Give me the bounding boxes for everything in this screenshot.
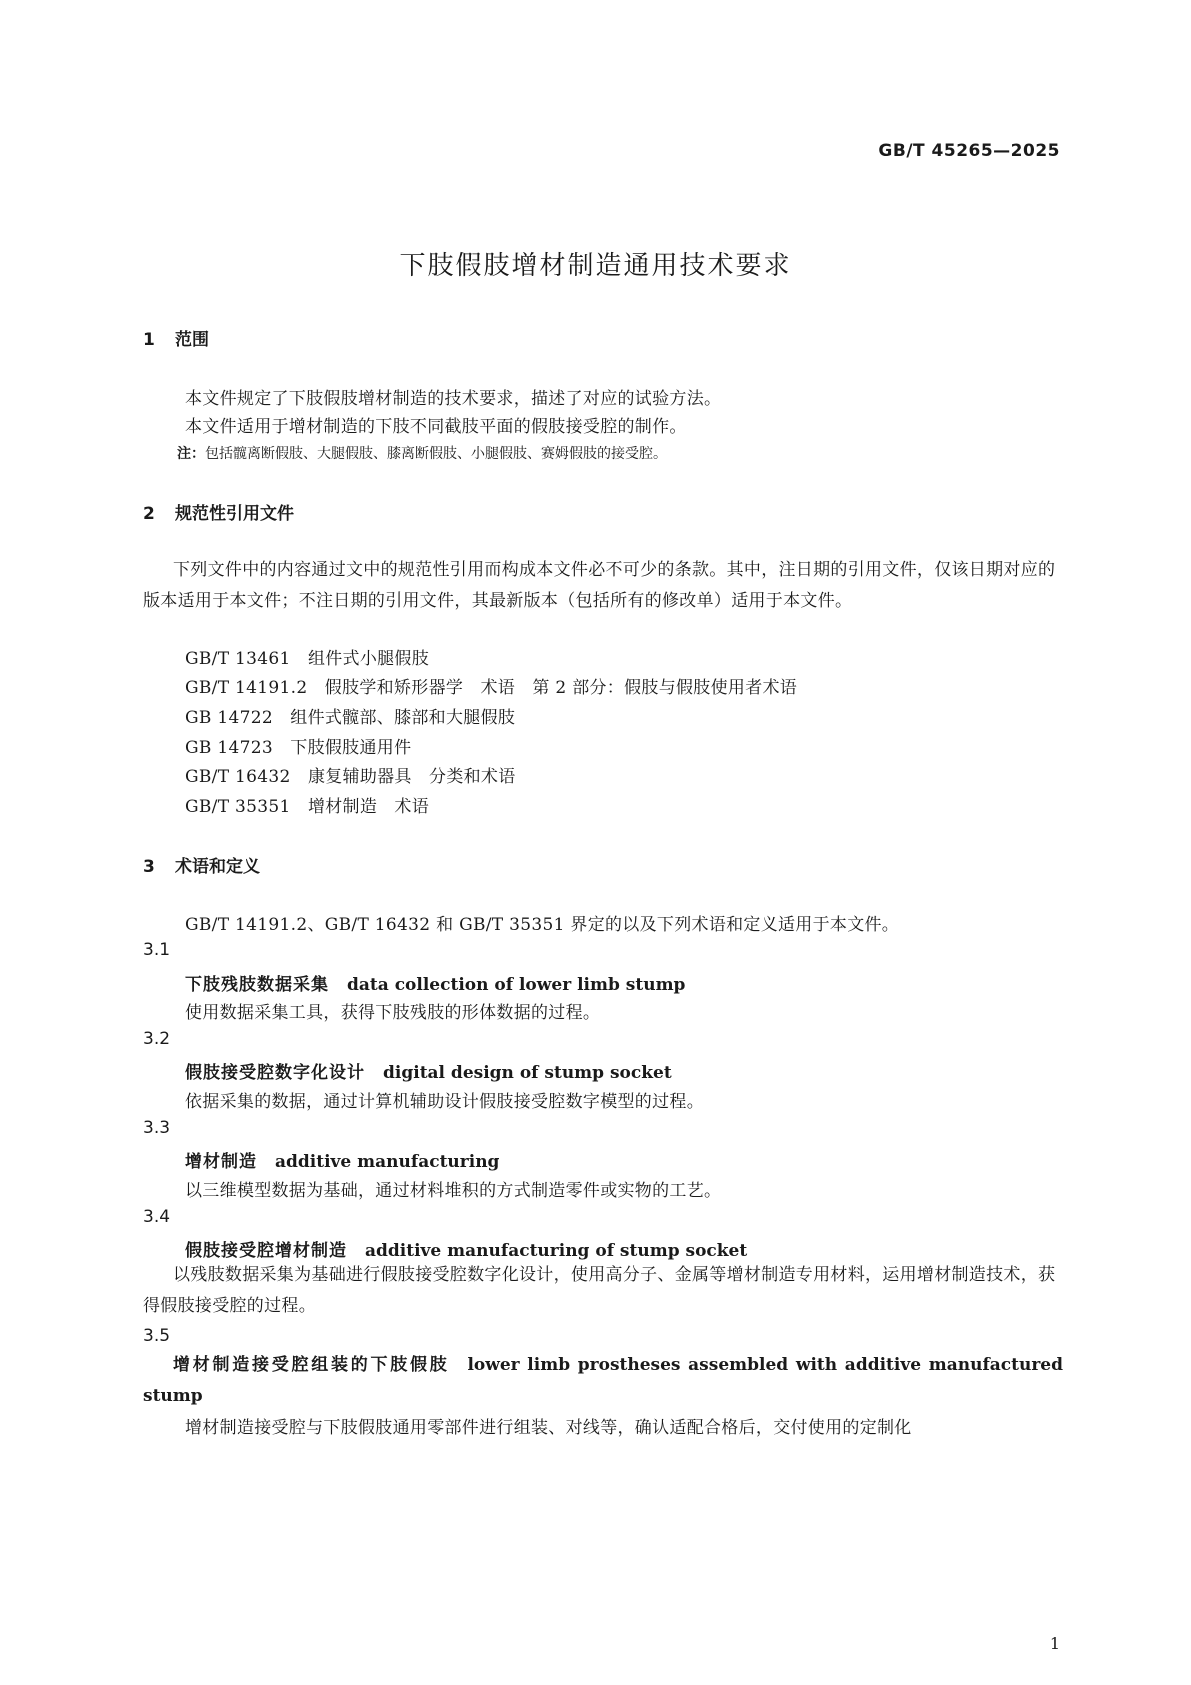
- reference-title: 增材制造 术语: [307, 797, 430, 817]
- reference-item: [185, 792, 429, 817]
- term-entry: [185, 970, 685, 995]
- section-title: 范围: [175, 330, 209, 350]
- reference-code: GB/T 35351: [185, 797, 291, 817]
- term-entry: [185, 1058, 672, 1083]
- section-number: 3: [143, 857, 155, 877]
- term-number: 3.1: [143, 940, 171, 960]
- reference-title: 下肢假肢通用件: [290, 738, 412, 758]
- document-title: 下肢假肢增材制造通用技术要求: [399, 251, 792, 281]
- section-3-heading: [143, 852, 260, 877]
- section-number: 2: [143, 504, 155, 524]
- term-chinese: 增材制造: [185, 1152, 257, 1172]
- term-english: lower limb prostheses assembled with additive manufactured stump: [143, 1355, 1063, 1406]
- term-definition: 使用数据采集工具，获得下肢残肢的形体数据的过程。: [185, 1003, 601, 1023]
- term-english: additive manufacturing of stump socket: [365, 1241, 748, 1261]
- reference-code: GB/T 16432: [185, 767, 291, 787]
- term-definition: 依据采集的数据，通过计算机辅助设计假肢接受腔数字模型的过程。: [185, 1092, 704, 1112]
- section-title: 规范性引用文件: [175, 504, 294, 524]
- reference-code: GB/T 13461: [185, 649, 291, 669]
- note-label: 注：: [177, 446, 205, 462]
- reference-item: [185, 733, 411, 758]
- term-definition: 增材制造接受腔与下肢假肢通用零部件进行组装、对线等，确认适配合格后，交付使用的定制化: [185, 1418, 912, 1438]
- term-english: additive manufacturing: [275, 1152, 500, 1172]
- term-chinese: 增材制造接受腔组装的下肢假肢: [173, 1355, 450, 1375]
- reference-code: GB 14722: [185, 708, 273, 728]
- reference-item: [185, 762, 516, 787]
- term-number: 3.2: [143, 1029, 171, 1049]
- term-english: digital design of stump socket: [383, 1063, 672, 1083]
- term-number: 3.4: [143, 1207, 171, 1227]
- reference-code: GB 14723: [185, 738, 273, 758]
- scope-note: [177, 443, 667, 463]
- term-number: 3.5: [143, 1326, 171, 1346]
- reference-item: [185, 703, 515, 728]
- page-number: 1: [1049, 1634, 1060, 1653]
- scope-paragraph-1: 本文件规定了下肢假肢增材制造的技术要求，描述了对应的试验方法。: [185, 389, 722, 409]
- term-chinese: 下肢残肢数据采集: [185, 975, 329, 995]
- normative-refs-intro: 下列文件中的内容通过文中的规范性引用而构成本文件必不可少的条款。其中，注日期的引用文件，仅该日期对应的版本适用于本文件；不注日期的引用文件，其最新版本（包括所有的修改单）适用于本文件。: [143, 560, 1056, 611]
- standard-number: GB/T 45265—2025: [878, 141, 1060, 161]
- reference-item: [185, 644, 429, 669]
- reference-item: [185, 673, 797, 698]
- note-text: 包括髋离断假肢、大腿假肢、膝离断假肢、小腿假肢、赛姆假肢的接受腔。: [205, 446, 667, 462]
- term-chinese: 假肢接受腔数字化设计: [185, 1063, 365, 1083]
- term-entry: [185, 1236, 747, 1261]
- term-number: 3.3: [143, 1118, 171, 1138]
- term-definition: 以三维模型数据为基础，通过材料堆积的方式制造零件或实物的工艺。: [185, 1181, 722, 1201]
- term-chinese: 假肢接受腔增材制造: [185, 1241, 347, 1261]
- section-title: 术语和定义: [175, 857, 260, 877]
- reference-title: 组件式髋部、膝部和大腿假肢: [290, 708, 516, 728]
- reference-title: 假肢学和矫形器学 术语 第 2 部分：假肢与假肢使用者术语: [324, 678, 798, 698]
- term-definition: 以残肢数据采集为基础进行假肢接受腔数字化设计，使用高分子、金属等增材制造专用材料，运用增材制造技术，获得假肢接受腔的过程。: [143, 1265, 1056, 1316]
- reference-title: 康复辅助器具 分类和术语: [307, 767, 516, 787]
- reference-code: GB/T 14191.2: [185, 678, 308, 698]
- terms-intro: GB/T 14191.2、GB/T 16432 和 GB/T 35351 界定的以及下列术语和定义适用于本文件。: [185, 915, 900, 935]
- term-entry: [143, 1350, 1063, 1412]
- reference-title: 组件式小腿假肢: [307, 649, 430, 669]
- section-2-heading: [143, 499, 294, 524]
- section-number: 1: [143, 330, 155, 350]
- section-1-heading: [143, 325, 209, 350]
- scope-paragraph-2: 本文件适用于增材制造的下肢不同截肢平面的假肢接受腔的制作。: [185, 417, 687, 437]
- term-english: data collection of lower limb stump: [347, 975, 686, 995]
- term-entry: [185, 1147, 499, 1172]
